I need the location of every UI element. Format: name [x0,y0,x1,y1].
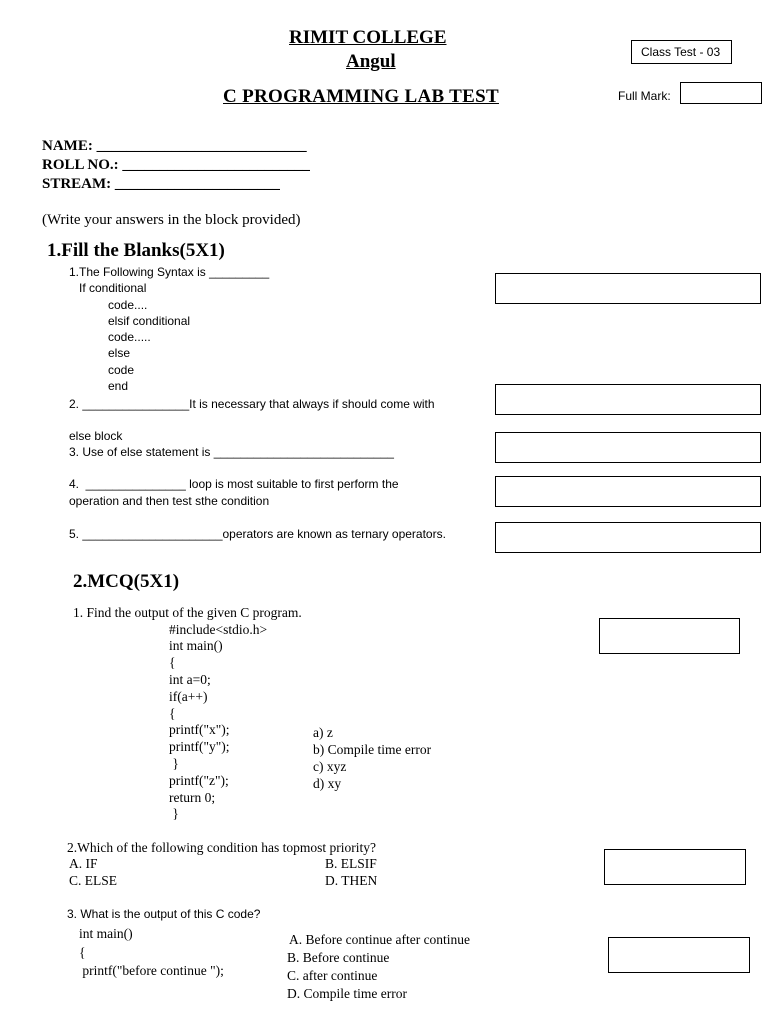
s2-q1-code-line: if(a++) [169,689,208,704]
s2-q3-option: B. Before continue [287,950,390,965]
s2-q1-code-line: printf("x"); [169,722,230,737]
college-city: Angul [346,51,396,72]
s2-q1-option: d) xy [313,776,342,791]
s2-q3-option: C. after continue [287,968,378,983]
s1-q2-text: 2. ________________It is necessary that always if should come with [69,397,435,411]
s1-q5-answer-box[interactable] [495,522,761,553]
s2-q3-code-line: { [79,945,86,960]
section2-heading: 2.MCQ(5X1) [73,571,180,592]
s2-q1-code-line: return 0; [169,790,216,805]
s2-q1-option: b) Compile time error [313,742,432,757]
s2-q1-code-line: { [169,706,176,721]
s2-q2-option: A. IF [69,856,98,871]
s1-q1-code-line: end [108,379,129,393]
s2-q1-answer-box[interactable] [599,618,740,654]
s1-q2-text-cont: else block [69,429,123,443]
s2-q3-code-line: int main() [79,926,133,941]
page-title: C PROGRAMMING LAB TEST [223,86,499,107]
s2-q1-code-line: printf("z"); [169,773,229,788]
s2-q1-code-line: { [169,655,176,670]
s1-q4-text-cont: operation and then test sthe condition [69,494,270,508]
s2-q3-text: 3. What is the output of this C code? [67,907,261,921]
s2-q1-option: c) xyz [313,759,347,774]
section1-heading: 1.Fill the Blanks(5X1) [47,240,225,261]
s1-q5-text: 5. _____________________operators are known as ternary operators. [69,527,446,541]
s2-q3-option: D. Compile time error [287,986,407,1001]
class-test-box [631,40,732,64]
s2-q1-code-line: #include<stdio.h> [169,622,268,637]
s2-q1-text: 1. Find the output of the given C program. [73,605,302,620]
full-mark-label: Full Mark: [618,89,671,103]
class-test-label: Class Test - 03 [641,45,721,59]
s2-q3-code-line: printf("before continue "); [79,963,224,978]
s1-q1-answer-box[interactable] [495,273,761,304]
s1-q1-code-line: else [108,346,131,360]
s2-q1-code-line: int a=0; [169,672,211,687]
s1-q4-text: 4. _______________ loop is most suitable to first perform the [69,477,399,491]
roll-field[interactable]: ROLL NO.: _________________________ [42,157,310,173]
name-field[interactable]: NAME: ____________________________ [42,138,307,154]
s2-q1-code-line: } [169,806,179,821]
s1-q3-text: 3. Use of else statement is ___________________________ [69,445,394,459]
s2-q3-option: A. Before continue after continue [289,932,471,947]
s1-q3-answer-box[interactable] [495,432,761,463]
instruction-text: (Write your answers in the block provided) [42,212,301,228]
college-name: RIMIT COLLEGE [289,27,447,48]
s2-q1-code-line: printf("y"); [169,739,230,754]
s1-q1-code-line: code [108,363,135,377]
s2-q1-option: a) z [313,725,333,740]
s1-q1-text: 1.The Following Syntax is _________ [69,265,270,279]
s1-q2-answer-box[interactable] [495,384,761,415]
full-mark-box[interactable] [680,82,762,104]
stream-field[interactable]: STREAM: ______________________ [42,176,280,192]
s1-q1-code-line: If conditional [79,281,147,295]
s2-q1-code-line: } [169,756,179,771]
s1-q1-code-line: elsif conditional [108,314,191,328]
s2-q2-option: B. ELSIF [325,856,377,871]
s1-q4-answer-box[interactable] [495,476,761,507]
s2-q2-text: 2.Which of the following condition has topmost priority? [67,840,376,855]
s2-q2-option: C. ELSE [69,873,118,888]
s1-q1-code-line: code.... [108,298,148,312]
s1-q1-code-line: code..... [108,330,151,344]
s2-q2-option: D. THEN [325,873,378,888]
s2-q1-code-line: int main() [169,638,223,653]
s2-q2-answer-box[interactable] [604,849,746,885]
s2-q3-answer-box[interactable] [608,937,750,973]
